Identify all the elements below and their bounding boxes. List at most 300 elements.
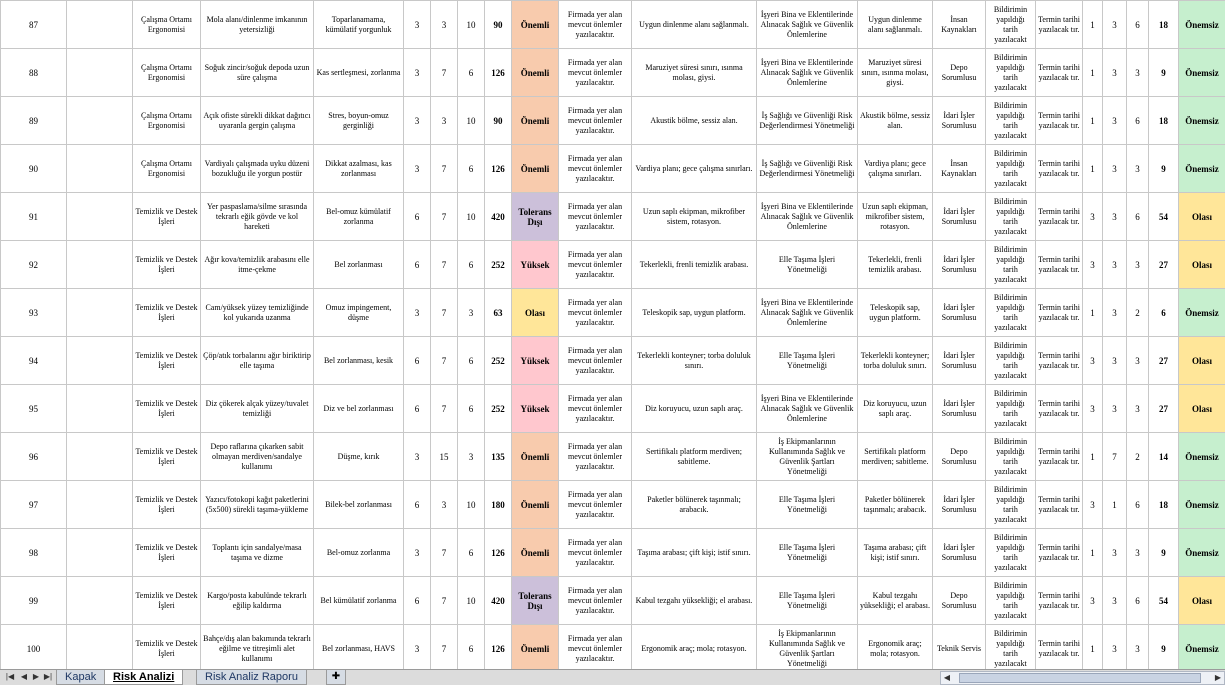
residual-level-cell[interactable]: Olası (1179, 193, 1225, 241)
control-measure-cell[interactable]: Maruziyet süresi sınırı, ısınma molası, giysi. (858, 49, 933, 97)
residual-severity-cell[interactable]: 3 (1127, 625, 1149, 670)
legislation-cell[interactable]: Elle Taşıma İşleri Yönetmeliği (757, 529, 858, 577)
notification-date-cell[interactable]: Bildirimin yapıldığı tarih yazılacakt (986, 49, 1036, 97)
scrollbar-thumb[interactable] (959, 673, 1201, 683)
row-number-cell[interactable]: 89 (1, 97, 67, 145)
risk-level-cell[interactable]: Önemli (512, 433, 559, 481)
responsible-cell[interactable]: İnsan Kaynakları (933, 1, 986, 49)
existing-measures-cell[interactable]: Firmada yer alan mevcut önlemler yazılacaktır. (559, 1, 632, 49)
category-cell[interactable]: Temizlik ve Destek İşleri (133, 289, 201, 337)
residual-level-cell[interactable]: Önemsiz (1179, 145, 1225, 193)
probability-cell[interactable]: 3 (404, 1, 431, 49)
residual-score-cell[interactable]: 18 (1149, 481, 1179, 529)
risk-level-cell[interactable]: Tolerans Dışı (512, 577, 559, 625)
empty-cell[interactable] (67, 385, 133, 433)
control-measure-cell[interactable]: Akustik bölme, sessiz alan. (858, 97, 933, 145)
frequency-cell[interactable]: 7 (431, 193, 458, 241)
hazard-cell[interactable]: Bel-omuz zorlanma (314, 529, 404, 577)
legislation-cell[interactable]: Elle Taşıma İşleri Yönetmeliği (757, 481, 858, 529)
activity-cell[interactable]: Çöp/atık torbalarını ağır biriktirip elle taşıma (201, 337, 314, 385)
probability-cell[interactable]: 3 (404, 49, 431, 97)
tab-risk-analiz-raporu[interactable]: Risk Analiz Raporu (196, 670, 307, 685)
residual-score-cell[interactable]: 54 (1149, 577, 1179, 625)
residual-level-cell[interactable]: Önemsiz (1179, 433, 1225, 481)
action-cell[interactable]: Kabul tezgahı yüksekliği; el arabası. (632, 577, 757, 625)
insert-sheet-icon[interactable]: ✚ (326, 670, 346, 685)
frequency-cell[interactable]: 15 (431, 433, 458, 481)
residual-level-cell[interactable]: Olası (1179, 577, 1225, 625)
activity-cell[interactable]: Vardiyalı çalışmada uyku düzeni bozukluğu ile yorgun postür (201, 145, 314, 193)
frequency-cell[interactable]: 7 (431, 289, 458, 337)
notification-date-cell[interactable]: Bildirimin yapıldığı tarih yazılacakt (986, 289, 1036, 337)
legislation-cell[interactable]: İşyeri Bina ve Eklentilerinde Alınacak Sağlık ve Güvenlik Önlemlerine (757, 49, 858, 97)
deadline-cell[interactable]: Termin tarihi yazılacak tır. (1036, 97, 1083, 145)
residual-severity-cell[interactable]: 3 (1127, 529, 1149, 577)
category-cell[interactable]: Temizlik ve Destek İşleri (133, 481, 201, 529)
category-cell[interactable]: Çalışma Ortamı Ergonomisi (133, 97, 201, 145)
horizontal-scrollbar[interactable] (940, 671, 1225, 685)
empty-cell[interactable] (67, 49, 133, 97)
residual-frequency-cell[interactable]: 1 (1103, 481, 1127, 529)
frequency-cell[interactable]: 3 (431, 481, 458, 529)
responsible-cell[interactable]: Depo Sorumlusu (933, 577, 986, 625)
residual-level-cell[interactable]: Önemsiz (1179, 481, 1225, 529)
empty-cell[interactable] (67, 193, 133, 241)
residual-probability-cell[interactable]: 1 (1083, 145, 1103, 193)
residual-score-cell[interactable]: 27 (1149, 337, 1179, 385)
residual-probability-cell[interactable]: 3 (1083, 577, 1103, 625)
risk-score-cell[interactable]: 126 (485, 145, 512, 193)
frequency-cell[interactable]: 7 (431, 625, 458, 670)
residual-probability-cell[interactable]: 3 (1083, 193, 1103, 241)
residual-frequency-cell[interactable]: 3 (1103, 385, 1127, 433)
residual-level-cell[interactable]: Önemsiz (1179, 529, 1225, 577)
deadline-cell[interactable]: Termin tarihi yazılacak tır. (1036, 577, 1083, 625)
legislation-cell[interactable]: Elle Taşıma İşleri Yönetmeliği (757, 337, 858, 385)
category-cell[interactable]: Temizlik ve Destek İşleri (133, 625, 201, 670)
existing-measures-cell[interactable]: Firmada yer alan mevcut önlemler yazılacaktır. (559, 337, 632, 385)
frequency-cell[interactable]: 7 (431, 337, 458, 385)
existing-measures-cell[interactable]: Firmada yer alan mevcut önlemler yazılacaktır. (559, 577, 632, 625)
probability-cell[interactable]: 3 (404, 529, 431, 577)
residual-severity-cell[interactable]: 6 (1127, 97, 1149, 145)
residual-probability-cell[interactable]: 3 (1083, 337, 1103, 385)
existing-measures-cell[interactable]: Firmada yer alan mevcut önlemler yazılacaktır. (559, 625, 632, 670)
responsible-cell[interactable]: İdari İşler Sorumlusu (933, 193, 986, 241)
responsible-cell[interactable]: Teknik Servis (933, 625, 986, 670)
legislation-cell[interactable]: İşyeri Bina ve Eklentilerinde Alınacak Sağlık ve Güvenlik Önlemlerine (757, 289, 858, 337)
existing-measures-cell[interactable]: Firmada yer alan mevcut önlemler yazılacaktır. (559, 193, 632, 241)
responsible-cell[interactable]: İdari İşler Sorumlusu (933, 337, 986, 385)
control-measure-cell[interactable]: Kabul tezgahı yüksekliği; el arabası. (858, 577, 933, 625)
residual-frequency-cell[interactable]: 3 (1103, 49, 1127, 97)
deadline-cell[interactable]: Termin tarihi yazılacak tır. (1036, 289, 1083, 337)
residual-frequency-cell[interactable]: 3 (1103, 577, 1127, 625)
activity-cell[interactable]: Depo raflarına çıkarken sabit olmayan merdiven/sandalye kullanımı (201, 433, 314, 481)
residual-frequency-cell[interactable]: 3 (1103, 97, 1127, 145)
residual-score-cell[interactable]: 6 (1149, 289, 1179, 337)
risk-score-cell[interactable]: 180 (485, 481, 512, 529)
residual-frequency-cell[interactable]: 7 (1103, 433, 1127, 481)
risk-level-cell[interactable]: Tolerans Dışı (512, 193, 559, 241)
activity-cell[interactable]: Ağır kova/temizlik arabasını elle itme-çekme (201, 241, 314, 289)
activity-cell[interactable]: Kargo/posta kabulünde tekrarlı eğilip kaldırma (201, 577, 314, 625)
control-measure-cell[interactable]: Taşıma arabası; çift kişi; istif sınırı. (858, 529, 933, 577)
category-cell[interactable]: Temizlik ve Destek İşleri (133, 385, 201, 433)
empty-cell[interactable] (67, 529, 133, 577)
row-number-cell[interactable]: 90 (1, 145, 67, 193)
hazard-cell[interactable]: Dikkat azalması, kas zorlanması (314, 145, 404, 193)
category-cell[interactable]: Temizlik ve Destek İşleri (133, 337, 201, 385)
control-measure-cell[interactable]: Uzun saplı ekipman, mikrofiber sistem, rotasyon. (858, 193, 933, 241)
activity-cell[interactable]: Cam/yüksek yüzey temizliğinde kol yukarıda uzanma (201, 289, 314, 337)
deadline-cell[interactable]: Termin tarihi yazılacak tır. (1036, 193, 1083, 241)
row-number-cell[interactable]: 91 (1, 193, 67, 241)
residual-severity-cell[interactable]: 3 (1127, 49, 1149, 97)
control-measure-cell[interactable]: Diz koruyucu, uzun saplı araç. (858, 385, 933, 433)
severity-cell[interactable]: 6 (458, 337, 485, 385)
residual-score-cell[interactable]: 54 (1149, 193, 1179, 241)
probability-cell[interactable]: 3 (404, 97, 431, 145)
responsible-cell[interactable]: İdari İşler Sorumlusu (933, 289, 986, 337)
hazard-cell[interactable]: Bel-omuz kümülatif zorlanma (314, 193, 404, 241)
action-cell[interactable]: Taşıma arabası; çift kişi; istif sınırı. (632, 529, 757, 577)
residual-probability-cell[interactable]: 1 (1083, 625, 1103, 670)
last-sheet-icon[interactable]: ▶| (42, 671, 54, 683)
empty-cell[interactable] (67, 337, 133, 385)
probability-cell[interactable]: 3 (404, 625, 431, 670)
responsible-cell[interactable]: Depo Sorumlusu (933, 49, 986, 97)
severity-cell[interactable]: 10 (458, 481, 485, 529)
residual-probability-cell[interactable]: 1 (1083, 289, 1103, 337)
severity-cell[interactable]: 10 (458, 577, 485, 625)
severity-cell[interactable]: 10 (458, 1, 485, 49)
residual-level-cell[interactable]: Olası (1179, 337, 1225, 385)
residual-score-cell[interactable]: 9 (1149, 529, 1179, 577)
hazard-cell[interactable]: Bel zorlanması, HAVS (314, 625, 404, 670)
category-cell[interactable]: Çalışma Ortamı Ergonomisi (133, 145, 201, 193)
residual-level-cell[interactable]: Olası (1179, 241, 1225, 289)
residual-severity-cell[interactable]: 3 (1127, 385, 1149, 433)
action-cell[interactable]: Tekerlekli, frenli temizlik arabası. (632, 241, 757, 289)
residual-frequency-cell[interactable]: 3 (1103, 529, 1127, 577)
frequency-cell[interactable]: 7 (431, 529, 458, 577)
hazard-cell[interactable]: Diz ve bel zorlanması (314, 385, 404, 433)
row-number-cell[interactable]: 87 (1, 1, 67, 49)
hazard-cell[interactable]: Bel zorlanması, kesik (314, 337, 404, 385)
notification-date-cell[interactable]: Bildirimin yapıldığı tarih yazılacakt (986, 433, 1036, 481)
probability-cell[interactable]: 6 (404, 385, 431, 433)
residual-severity-cell[interactable]: 3 (1127, 337, 1149, 385)
frequency-cell[interactable]: 3 (431, 97, 458, 145)
probability-cell[interactable]: 3 (404, 145, 431, 193)
hazard-cell[interactable]: Bel kümülatif zorlanma (314, 577, 404, 625)
residual-probability-cell[interactable]: 1 (1083, 529, 1103, 577)
responsible-cell[interactable]: İnsan Kaynakları (933, 145, 986, 193)
residual-frequency-cell[interactable]: 3 (1103, 241, 1127, 289)
row-number-cell[interactable]: 96 (1, 433, 67, 481)
residual-probability-cell[interactable]: 1 (1083, 1, 1103, 49)
action-cell[interactable]: Maruziyet süresi sınırı, ısınma molası, giysi. (632, 49, 757, 97)
control-measure-cell[interactable]: Ergonomik araç; mola; rotasyon. (858, 625, 933, 670)
legislation-cell[interactable]: İşyeri Bina ve Eklentilerinde Alınacak Sağlık ve Güvenlik Önlemlerine (757, 1, 858, 49)
residual-probability-cell[interactable]: 3 (1083, 385, 1103, 433)
category-cell[interactable]: Temizlik ve Destek İşleri (133, 433, 201, 481)
category-cell[interactable]: Temizlik ve Destek İşleri (133, 241, 201, 289)
empty-cell[interactable] (67, 241, 133, 289)
risk-score-cell[interactable]: 252 (485, 241, 512, 289)
deadline-cell[interactable]: Termin tarihi yazılacak tır. (1036, 337, 1083, 385)
tab-risk-analizi[interactable]: Risk Analizi (104, 670, 183, 685)
legislation-cell[interactable]: Elle Taşıma İşleri Yönetmeliği (757, 241, 858, 289)
frequency-cell[interactable]: 7 (431, 385, 458, 433)
deadline-cell[interactable]: Termin tarihi yazılacak tır. (1036, 433, 1083, 481)
probability-cell[interactable]: 6 (404, 193, 431, 241)
severity-cell[interactable]: 6 (458, 625, 485, 670)
activity-cell[interactable]: Mola alanı/dinlenme imkanının yetersizliği (201, 1, 314, 49)
residual-score-cell[interactable]: 9 (1149, 625, 1179, 670)
residual-score-cell[interactable]: 14 (1149, 433, 1179, 481)
existing-measures-cell[interactable]: Firmada yer alan mevcut önlemler yazılacaktır. (559, 97, 632, 145)
notification-date-cell[interactable]: Bildirimin yapıldığı tarih yazılacakt (986, 97, 1036, 145)
action-cell[interactable]: Uygun dinlenme alanı sağlanmalı. (632, 1, 757, 49)
legislation-cell[interactable]: İş Ekipmanlarının Kullanımında Sağlık ve Güvenlik Şartları Yönetmeliği (757, 625, 858, 670)
risk-level-cell[interactable]: Önemli (512, 145, 559, 193)
row-number-cell[interactable]: 92 (1, 241, 67, 289)
category-cell[interactable]: Temizlik ve Destek İşleri (133, 193, 201, 241)
residual-score-cell[interactable]: 9 (1149, 49, 1179, 97)
action-cell[interactable]: Vardiya planı; gece çalışma sınırları. (632, 145, 757, 193)
risk-score-cell[interactable]: 90 (485, 97, 512, 145)
control-measure-cell[interactable]: Sertifikalı platform merdiven; sabitleme. (858, 433, 933, 481)
residual-frequency-cell[interactable]: 3 (1103, 145, 1127, 193)
notification-date-cell[interactable]: Bildirimin yapıldığı tarih yazılacakt (986, 625, 1036, 670)
risk-level-cell[interactable]: Önemli (512, 49, 559, 97)
responsible-cell[interactable]: İdari İşler Sorumlusu (933, 97, 986, 145)
notification-date-cell[interactable]: Bildirimin yapıldığı tarih yazılacakt (986, 577, 1036, 625)
legislation-cell[interactable]: İş Sağlığı ve Güvenliği Risk Değerlendirmesi Yönetmeliği (757, 145, 858, 193)
action-cell[interactable]: Uzun saplı ekipman, mikrofiber sistem, rotasyon. (632, 193, 757, 241)
probability-cell[interactable]: 6 (404, 337, 431, 385)
row-number-cell[interactable]: 95 (1, 385, 67, 433)
action-cell[interactable]: Teleskopik sap, uygun platform. (632, 289, 757, 337)
residual-score-cell[interactable]: 27 (1149, 385, 1179, 433)
hazard-cell[interactable]: Kas sertleşmesi, zorlanma (314, 49, 404, 97)
probability-cell[interactable]: 3 (404, 289, 431, 337)
residual-score-cell[interactable]: 9 (1149, 145, 1179, 193)
responsible-cell[interactable]: İdari İşler Sorumlusu (933, 529, 986, 577)
deadline-cell[interactable]: Termin tarihi yazılacak tır. (1036, 529, 1083, 577)
deadline-cell[interactable]: Termin tarihi yazılacak tır. (1036, 1, 1083, 49)
frequency-cell[interactable]: 7 (431, 241, 458, 289)
risk-level-cell[interactable]: Önemli (512, 481, 559, 529)
notification-date-cell[interactable]: Bildirimin yapıldığı tarih yazılacakt (986, 481, 1036, 529)
existing-measures-cell[interactable]: Firmada yer alan mevcut önlemler yazılacaktır. (559, 49, 632, 97)
notification-date-cell[interactable]: Bildirimin yapıldığı tarih yazılacakt (986, 337, 1036, 385)
deadline-cell[interactable]: Termin tarihi yazılacak tır. (1036, 385, 1083, 433)
legislation-cell[interactable]: İş Ekipmanlarının Kullanımında Sağlık ve Güvenlik Şartları Yönetmeliği (757, 433, 858, 481)
risk-level-cell[interactable]: Yüksek (512, 241, 559, 289)
residual-level-cell[interactable]: Önemsiz (1179, 289, 1225, 337)
control-measure-cell[interactable]: Vardiya planı; gece çalışma sınırları. (858, 145, 933, 193)
residual-probability-cell[interactable]: 1 (1083, 433, 1103, 481)
row-number-cell[interactable]: 93 (1, 289, 67, 337)
residual-severity-cell[interactable]: 3 (1127, 145, 1149, 193)
control-measure-cell[interactable]: Uygun dinlenme alanı sağlanmalı. (858, 1, 933, 49)
residual-frequency-cell[interactable]: 3 (1103, 193, 1127, 241)
risk-score-cell[interactable]: 126 (485, 625, 512, 670)
residual-frequency-cell[interactable]: 3 (1103, 625, 1127, 670)
tab-kapak[interactable]: Kapak (56, 670, 105, 685)
row-number-cell[interactable]: 94 (1, 337, 67, 385)
probability-cell[interactable]: 6 (404, 241, 431, 289)
existing-measures-cell[interactable]: Firmada yer alan mevcut önlemler yazılacaktır. (559, 529, 632, 577)
residual-probability-cell[interactable]: 1 (1083, 49, 1103, 97)
severity-cell[interactable]: 6 (458, 385, 485, 433)
hazard-cell[interactable]: Toparlanamama, kümülatif yorgunluk (314, 1, 404, 49)
scroll-left-icon[interactable]: ◀ (941, 672, 953, 684)
existing-measures-cell[interactable]: Firmada yer alan mevcut önlemler yazılacaktır. (559, 385, 632, 433)
hazard-cell[interactable]: Bilek-bel zorlanması (314, 481, 404, 529)
activity-cell[interactable]: Bahçe/dış alan bakımında tekrarlı eğilme ve titreşimli alet kullanımı (201, 625, 314, 670)
responsible-cell[interactable]: Depo Sorumlusu (933, 433, 986, 481)
severity-cell[interactable]: 10 (458, 97, 485, 145)
empty-cell[interactable] (67, 145, 133, 193)
empty-cell[interactable] (67, 289, 133, 337)
residual-severity-cell[interactable]: 2 (1127, 289, 1149, 337)
prev-sheet-icon[interactable]: ◀ (18, 671, 30, 683)
residual-probability-cell[interactable]: 3 (1083, 241, 1103, 289)
action-cell[interactable]: Diz koruyucu, uzun saplı araç. (632, 385, 757, 433)
residual-level-cell[interactable]: Olası (1179, 385, 1225, 433)
residual-score-cell[interactable]: 27 (1149, 241, 1179, 289)
deadline-cell[interactable]: Termin tarihi yazılacak tır. (1036, 481, 1083, 529)
residual-level-cell[interactable]: Önemsiz (1179, 625, 1225, 670)
residual-severity-cell[interactable]: 6 (1127, 193, 1149, 241)
residual-frequency-cell[interactable]: 3 (1103, 1, 1127, 49)
deadline-cell[interactable]: Termin tarihi yazılacak tır. (1036, 241, 1083, 289)
notification-date-cell[interactable]: Bildirimin yapıldığı tarih yazılacakt (986, 193, 1036, 241)
deadline-cell[interactable]: Termin tarihi yazılacak tır. (1036, 49, 1083, 97)
legislation-cell[interactable]: Elle Taşıma İşleri Yönetmeliği (757, 577, 858, 625)
residual-score-cell[interactable]: 18 (1149, 1, 1179, 49)
risk-score-cell[interactable]: 63 (485, 289, 512, 337)
category-cell[interactable]: Temizlik ve Destek İşleri (133, 577, 201, 625)
risk-level-cell[interactable]: Önemli (512, 97, 559, 145)
legislation-cell[interactable]: İşyeri Bina ve Eklentilerinde Alınacak Sağlık ve Güvenlik Önlemlerine (757, 193, 858, 241)
activity-cell[interactable]: Yer paspaslama/silme sırasında tekrarlı eğik gövde ve kol hareketi (201, 193, 314, 241)
activity-cell[interactable]: Açık ofiste sürekli dikkat dağıtıcı uyaranla gergin çalışma (201, 97, 314, 145)
row-number-cell[interactable]: 100 (1, 625, 67, 670)
row-number-cell[interactable]: 98 (1, 529, 67, 577)
action-cell[interactable]: Ergonomik araç; mola; rotasyon. (632, 625, 757, 670)
risk-level-cell[interactable]: Yüksek (512, 337, 559, 385)
residual-severity-cell[interactable]: 6 (1127, 577, 1149, 625)
next-sheet-icon[interactable]: ▶ (30, 671, 42, 683)
empty-cell[interactable] (67, 433, 133, 481)
risk-score-cell[interactable]: 420 (485, 577, 512, 625)
control-measure-cell[interactable]: Tekerlekli, frenli temizlik arabası. (858, 241, 933, 289)
risk-score-cell[interactable]: 135 (485, 433, 512, 481)
category-cell[interactable]: Temizlik ve Destek İşleri (133, 529, 201, 577)
empty-cell[interactable] (67, 625, 133, 670)
first-sheet-icon[interactable]: |◀ (4, 671, 16, 683)
category-cell[interactable]: Çalışma Ortamı Ergonomisi (133, 1, 201, 49)
risk-score-cell[interactable]: 252 (485, 337, 512, 385)
existing-measures-cell[interactable]: Firmada yer alan mevcut önlemler yazılacaktır. (559, 289, 632, 337)
notification-date-cell[interactable]: Bildirimin yapıldığı tarih yazılacakt (986, 385, 1036, 433)
residual-frequency-cell[interactable]: 3 (1103, 289, 1127, 337)
risk-score-cell[interactable]: 126 (485, 49, 512, 97)
risk-level-cell[interactable]: Önemli (512, 529, 559, 577)
risk-level-cell[interactable]: Önemli (512, 1, 559, 49)
severity-cell[interactable]: 6 (458, 529, 485, 577)
residual-probability-cell[interactable]: 3 (1083, 481, 1103, 529)
risk-level-cell[interactable]: Olası (512, 289, 559, 337)
frequency-cell[interactable]: 7 (431, 49, 458, 97)
action-cell[interactable]: Akustik bölme, sessiz alan. (632, 97, 757, 145)
residual-frequency-cell[interactable]: 3 (1103, 337, 1127, 385)
severity-cell[interactable]: 6 (458, 145, 485, 193)
notification-date-cell[interactable]: Bildirimin yapıldığı tarih yazılacakt (986, 145, 1036, 193)
activity-cell[interactable]: Toplantı için sandalye/masa taşıma ve dizme (201, 529, 314, 577)
hazard-cell[interactable]: Omuz impingement, düşme (314, 289, 404, 337)
severity-cell[interactable]: 3 (458, 289, 485, 337)
deadline-cell[interactable]: Termin tarihi yazılacak tır. (1036, 625, 1083, 670)
notification-date-cell[interactable]: Bildirimin yapıldığı tarih yazılacakt (986, 529, 1036, 577)
control-measure-cell[interactable]: Paketler bölünerek taşınmalı; arabacık. (858, 481, 933, 529)
probability-cell[interactable]: 6 (404, 481, 431, 529)
responsible-cell[interactable]: İdari İşler Sorumlusu (933, 481, 986, 529)
scroll-right-icon[interactable]: ▶ (1212, 672, 1224, 684)
residual-level-cell[interactable]: Önemsiz (1179, 49, 1225, 97)
residual-severity-cell[interactable]: 6 (1127, 481, 1149, 529)
legislation-cell[interactable]: İş Sağlığı ve Güvenliği Risk Değerlendirmesi Yönetmeliği (757, 97, 858, 145)
existing-measures-cell[interactable]: Firmada yer alan mevcut önlemler yazılacaktır. (559, 241, 632, 289)
activity-cell[interactable]: Yazıcı/fotokopi kağıt paketlerini (5x500) sürekli taşıma-yükleme (201, 481, 314, 529)
deadline-cell[interactable]: Termin tarihi yazılacak tır. (1036, 145, 1083, 193)
action-cell[interactable]: Sertifikalı platform merdiven; sabitleme. (632, 433, 757, 481)
hazard-cell[interactable]: Stres, boyun-omuz gerginliği (314, 97, 404, 145)
empty-cell[interactable] (67, 577, 133, 625)
risk-level-cell[interactable]: Önemli (512, 625, 559, 670)
severity-cell[interactable]: 6 (458, 241, 485, 289)
frequency-cell[interactable]: 7 (431, 577, 458, 625)
responsible-cell[interactable]: İdari İşler Sorumlusu (933, 385, 986, 433)
probability-cell[interactable]: 3 (404, 433, 431, 481)
notification-date-cell[interactable]: Bildirimin yapıldığı tarih yazılacakt (986, 1, 1036, 49)
frequency-cell[interactable]: 3 (431, 1, 458, 49)
notification-date-cell[interactable]: Bildirimin yapıldığı tarih yazılacakt (986, 241, 1036, 289)
action-cell[interactable]: Paketler bölünerek taşınmalı; arabacık. (632, 481, 757, 529)
empty-cell[interactable] (67, 97, 133, 145)
control-measure-cell[interactable]: Teleskopik sap, uygun platform. (858, 289, 933, 337)
legislation-cell[interactable]: İşyeri Bina ve Eklentilerinde Alınacak Sağlık ve Güvenlik Önlemlerine (757, 385, 858, 433)
hazard-cell[interactable]: Bel zorlanması (314, 241, 404, 289)
residual-level-cell[interactable]: Önemsiz (1179, 1, 1225, 49)
activity-cell[interactable]: Soğuk zincir/soğuk depoda uzun süre çalışma (201, 49, 314, 97)
residual-severity-cell[interactable]: 6 (1127, 1, 1149, 49)
control-measure-cell[interactable]: Tekerlekli konteyner; torba doluluk sınırı. (858, 337, 933, 385)
probability-cell[interactable]: 6 (404, 577, 431, 625)
risk-score-cell[interactable]: 420 (485, 193, 512, 241)
category-cell[interactable]: Çalışma Ortamı Ergonomisi (133, 49, 201, 97)
row-number-cell[interactable]: 97 (1, 481, 67, 529)
residual-probability-cell[interactable]: 1 (1083, 97, 1103, 145)
risk-score-cell[interactable]: 90 (485, 1, 512, 49)
empty-cell[interactable] (67, 481, 133, 529)
residual-level-cell[interactable]: Önemsiz (1179, 97, 1225, 145)
